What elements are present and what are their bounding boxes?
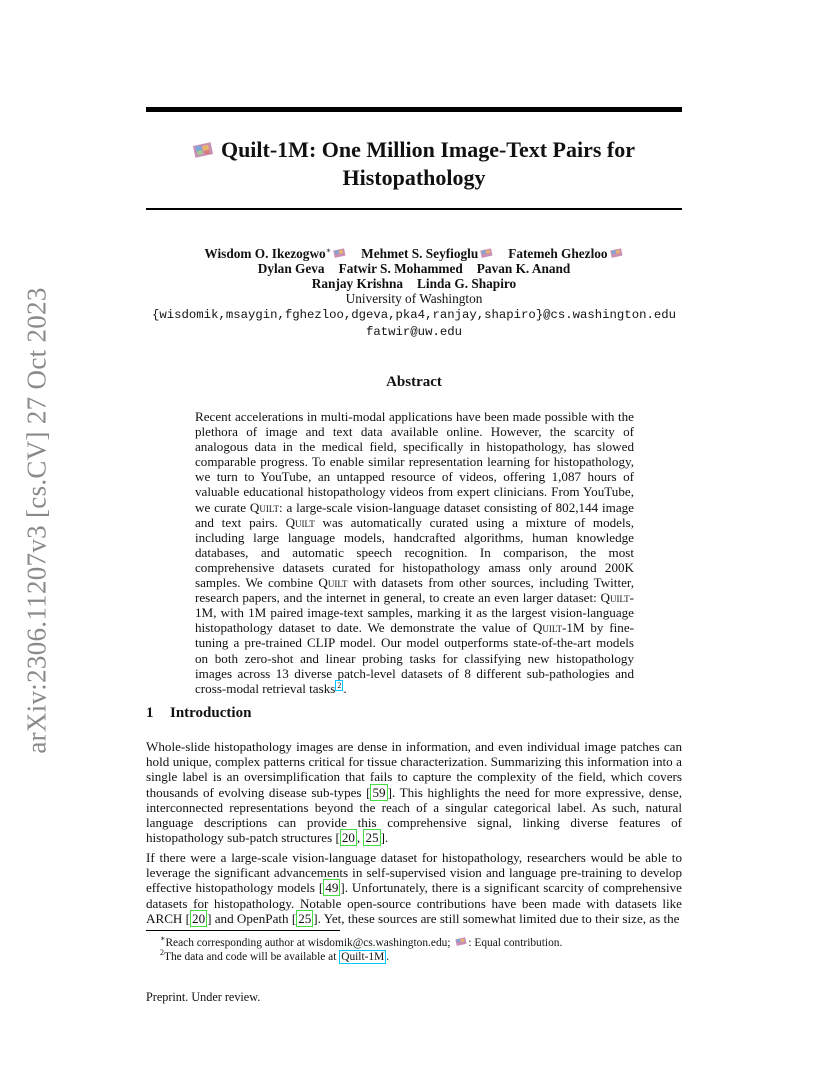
quilt-icon	[455, 936, 468, 946]
footnote-link[interactable]: 2	[337, 680, 342, 690]
footnote-2: $^2$The data and code will be available at Quilt-1M .	[160, 948, 390, 963]
author-name: Pavan K. Anand	[476, 261, 571, 276]
title-bottom-rule	[146, 208, 682, 210]
citation-link[interactable]: 59	[372, 784, 386, 800]
citation-link[interactable]: 20	[192, 910, 206, 926]
paper-title	[146, 136, 682, 192]
author-name: Linda G. Shapiro	[417, 276, 517, 291]
quilt-icon	[480, 247, 494, 258]
footnote-rule	[146, 930, 340, 931]
author-name: Ranjay Krishna	[311, 276, 404, 291]
author-name: Fatemeh Ghezloo	[508, 246, 608, 261]
intro-paragraph-2: If there were a large-scale vision-language dataset for histopathology, researchers would be able to leverage the significant advancements in self-supervised vision and language pre-training to develop effective histopathology models [ 49 ]. Unfortunately, there is a significant scarcity of comprehensive datasets for histopathology. Notable open-source contributions have been made with datasets like ARCH [ 20 ] and OpenPath [ 25 ]. Yet, these sources are still somewhat limited due to their size, as the	[146, 850, 682, 926]
quilt-icon	[193, 140, 215, 158]
corresponding-mark: ∗	[325, 246, 332, 255]
author-name: Fatwir S. Mohammed	[338, 261, 463, 276]
quilt-icon	[333, 247, 347, 258]
title-line-1: Quilt-1M: One Million Image-Text Pairs for	[220, 137, 636, 162]
title-line-2: Histopathology	[342, 165, 486, 190]
title-top-rule	[146, 107, 682, 112]
preprint-note: Preprint. Under review.	[146, 990, 261, 1004]
author-block	[146, 246, 682, 340]
abstract-heading: Abstract	[386, 374, 442, 390]
quilt-1m-link[interactable]: Quilt-1M	[341, 951, 385, 963]
section-heading: 1 Introduction	[146, 705, 252, 721]
author-name: Mehmet S. Seyfioglu	[361, 246, 479, 261]
arxiv-side-label: arXiv:2306.11207v3 [cs.CV] 27 Oct 2023	[21, 286, 52, 754]
quilt-icon	[610, 247, 624, 258]
citation-link[interactable]: 25	[298, 910, 312, 926]
author-name: Wisdom O. Ikezogwo	[204, 246, 326, 261]
citation-link[interactable]: 25	[365, 830, 379, 846]
intro-paragraph-1: Whole-slide histopathology images are dense in information, and even individual image patches can hold unique, complex patterns critical for tissue characterization. Summarizing this information into a single label is an oversimplification that fails to capture the complexity of the field, which covers thousands of evolving disease sub-types [ 59 ]. This highlights the need for more expressive, dense, interconnected representations beyond the reach of a singular categorical label. As such, natural language descriptions can provide this comprehensive signal, linking diverse features of histopathology sub-patch structures [ 20 , 25 ].	[146, 739, 682, 846]
affiliation: University of Washington	[345, 291, 483, 306]
author-email-2: fatwir@uw.edu	[366, 325, 462, 339]
footnote-1: ∗Reach corresponding author at wisdomik@cs.washington.edu; : Equal contribution.	[160, 934, 563, 949]
citation-link[interactable]: 20	[341, 830, 355, 846]
author-emails: {wisdomik,msaygin,fghezloo,dgeva,pka4,ranjay,shapiro}@cs.washington.edu	[152, 308, 676, 322]
author-name: Dylan Geva	[257, 261, 325, 276]
abstract-text: Recent accelerations in multi-modal applications have been made possible with the plethora of image and text data available online. However, the scarcity of analogous data in the medical field, specifically in histopathology, has slowed comparable progress. To enable similar representation learning for histopathology, we turn to YouTube, an untapped resource of videos, offering 1,087 hours of valuable educational histopathology videos from expert clinicians. From YouTube, we curate Quilt: a large-scale vision-language dataset consisting of 802,144 image and text pairs. Quilt was automatically curated using a mixture of models, including large language models, handcrafted algorithms, human knowledge databases, and automatic speech recognition. In comparison, the most comprehensive datasets curated for histopathology amass only around 200K samples. We combine Quilt with datasets from other sources, including Twitter, research papers, and the internet in general, to create an even larger dataset: Quilt-1M, with 1M paired image-text samples, marking it as the largest vision-language histopathology dataset to date. We demonstrate the value of Quilt-1M by fine-tuning a pre-trained CLIP model. Our model outperforms state-of-the-art models on both zero-shot and linear probing tasks for classifying new histopathology images across 13 diverse patch-level datasets of 8 different sub-pathologies and cross-modal retrieval tasks $^2$ .	[195, 409, 635, 696]
citation-link[interactable]: 49	[325, 880, 339, 896]
